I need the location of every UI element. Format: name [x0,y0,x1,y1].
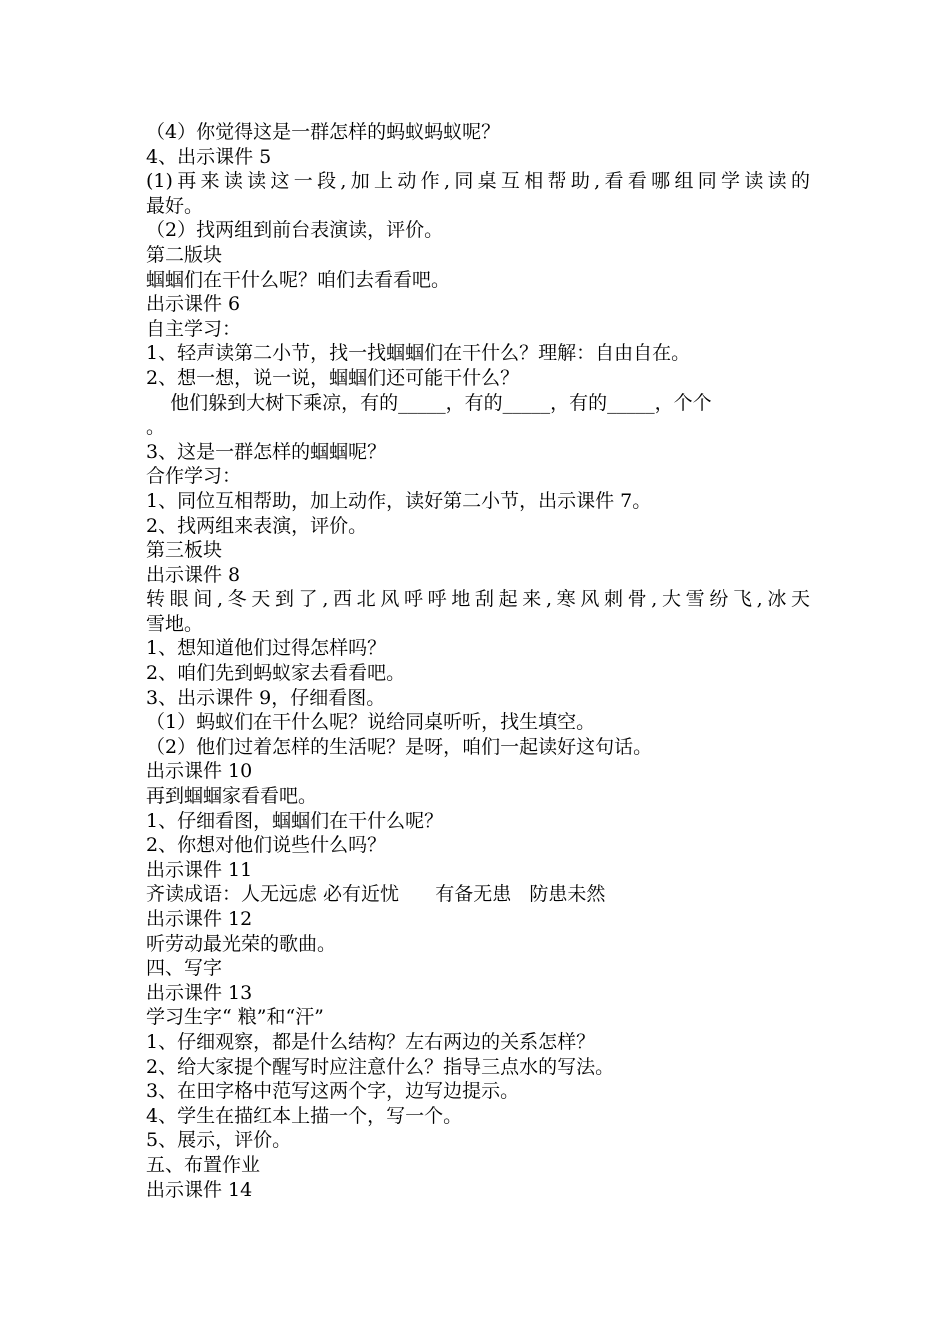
text-line: (1)再来读读这一段,加上动作,同桌互相帮助,看看哪组同学读读的 [146,170,810,193]
text-line: 1、想知道他们过得怎样吗？ [146,637,387,660]
section-heading: 第三板块 [146,539,223,562]
text-line: 学习生字“ 粮”和“汗” [146,1006,324,1029]
text-line: 2、想一想，说一说，蝈蝈们还可能干什么？ [146,366,520,389]
text-line: 1、仔细看图，蝈蝈们在干什么呢？ [146,809,444,832]
text-line: 4、学生在描红本上描一个，写一个。 [146,1104,463,1127]
text-line: 出示课件 11 [146,858,253,881]
text-line: 出示课件 8 [146,563,241,586]
text-line: 蝈蝈们在干什么呢？咱们去看看吧。 [146,268,451,291]
text-line: 转眼间,冬天到了,西北风呼呼地刮起来,寒风刺骨,大雪纷飞,冰天 [146,588,810,611]
text-line: 2、找两组来表演，评价。 [146,514,368,537]
text-line: 齐读成语：人无远虑 必有近忧 有备无患 防患未然 [146,883,606,906]
document-body [146,120,810,1202]
text-line: 3、出示课件 9，仔细看图。 [146,686,386,709]
text-line: （4）你觉得这是一群怎样的蚂蚁蚂蚁呢？ [146,121,501,143]
section-heading: 四、写字 [146,957,223,980]
section-heading: 第二版块 [146,243,223,266]
text-line: 自主学习： [146,317,242,340]
text-line: （2）找两组到前台表演读，评价。 [146,219,444,242]
text-line: 4、出示课件 5 [146,145,272,168]
text-line: 出示课件 6 [146,293,241,316]
text-line: 2、你想对他们说些什么吗？ [146,834,387,857]
text-line: 出示课件 12 [146,908,253,930]
text-line: 出示课件 14 [146,1178,253,1201]
text-line: 出示课件 10 [146,760,253,783]
text-line: 听劳动最光荣的歌曲。 [146,932,337,955]
text-line: 雪地。 [146,612,204,635]
text-line: （2）他们过着怎样的生活呢？是呀，咱们一起读好这句话。 [146,735,653,758]
text-line: 1、轻声读第二小节，找一找蝈蝈们在干什么？理解：自由自在。 [146,342,691,365]
text-line: 3、这是一群怎样的蝈蝈呢？ [146,440,387,463]
text-line: 。 [146,416,166,439]
text-line: 3、在田字格中范写这两个字，边写边提示。 [146,1080,520,1103]
text-line: 2、给大家提个醒写时应注意什么？指导三点水的写法。 [146,1055,615,1078]
text-line: 5、展示，评价。 [146,1129,292,1152]
text-line: 他们躲到大树下乘凉，有的_____，有的_____，有的_____，个个 [146,391,712,414]
section-heading: 五、布置作业 [146,1153,261,1176]
text-line: 1、仔细观察，都是什么结构？左右两边的关系怎样？ [146,1030,596,1053]
text-line: 最好。 [146,194,204,217]
text-line: 1、同位互相帮助，加上动作，读好第二小节，出示课件 7。 [146,489,652,512]
text-line: 合作学习： [146,465,242,488]
text-line: 2、咱们先到蚂蚁家去看看吧。 [146,662,406,685]
text-line: 出示课件 13 [146,981,253,1004]
text-line: 再到蝈蝈家看看吧。 [146,785,318,808]
text-line: （1）蚂蚁们在干什么呢？说给同桌听听，找生填空。 [146,711,596,734]
